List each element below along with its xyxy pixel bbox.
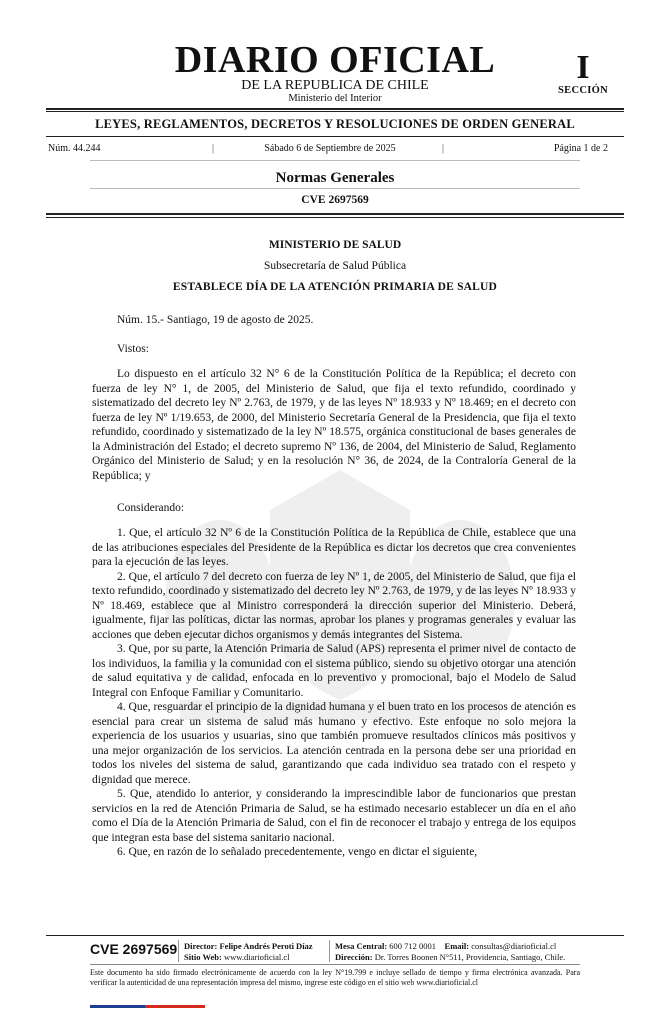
address-text: Dr. Torres Boonen N°511, Providencia, Santiago, Chile.: [374, 952, 566, 962]
document-title: ESTABLECE DÍA DE LA ATENCIÓN PRIMARIA DE SALUD: [172, 281, 498, 293]
director-label: Director:: [184, 941, 218, 951]
footer-contact: [335, 941, 556, 952]
section-number: I: [576, 49, 590, 86]
phone-number: 600 712 0001: [389, 941, 437, 951]
section-heading: Normas Generales: [275, 170, 395, 186]
footer-rule-mid: [90, 964, 580, 965]
phone-label: Mesa Central:: [335, 941, 388, 951]
considerando-item: 6. Que, en razón de lo señalado precedentemente, vengo en dictar el siguiente,: [117, 846, 478, 858]
footer-divider: [178, 940, 179, 962]
vistos-text: Lo dispuesto en el artículo 32 N° 6 de la Constitución Política de la República; el decreto con fuerza de ley N° 1, de 2005, del Ministerio de Salud, que fija el texto refundido, coordinado y sistematizado del decreto ley Nº 2.763, de 1979, y de las leyes Nº 18.933 y Nº 18.469; en el decreto con fuerza de ley Nº 1/19.653, de 2000, del Ministerio Secretaría General de la Presidencia, que fija el texto refundido, coordinado y sistematizado de la ley Nº 18.575, orgánica constitucional de bases generales de la Administración del Estado; el decreto supremo Nº 136, de 2004, del Ministerio de Salud, Reglamento Orgánico del Ministerio de Salud; y en la resolución N° 36, de 2024, de la Contraloría General de la República; y: [92, 368, 576, 482]
cve-code: CVE 2697569: [301, 194, 369, 206]
section-banner: LEYES, REGLAMENTOS, DECRETOS Y RESOLUCIONES DE ORDEN GENERAL: [95, 117, 575, 131]
considerando-item: 1. Que, el artículo 32 Nº 6 de la Constitución Política de la República de Chile, establece que una de las atribuciones especiales del Presidente de la República es dictar los decretos que crea convenientes para la ejecución de las leyes.: [92, 527, 576, 568]
considerando-item: 3. Que, por su parte, la Atención Primaria de Salud (APS) representa el primer nivel de contacto de los individuos, la familia y la comunidad con el sistema público, siendo su objetivo otorgar una atención de salud equitativa y de calidad, enfocada en lo preventivo y promocional, bajo el Modelo de Salud Integral con Enfoque Familiar y Comunitario.: [92, 643, 576, 699]
meta-separator: |: [212, 143, 215, 154]
footer-cve: CVE 2697569: [90, 941, 178, 957]
banner-rule-top: [46, 108, 624, 110]
meta-rule: [90, 160, 580, 161]
website-label: Sitio Web:: [184, 952, 222, 962]
heading-rule: [90, 188, 580, 189]
banner-rule-bottom: [46, 136, 624, 137]
considerando-label: Considerando:: [117, 502, 185, 514]
email-link[interactable]: consultas@diarioficial.cl: [471, 941, 557, 951]
email-label: Email:: [444, 941, 470, 951]
footer-legal-notice: Este documento ha sido firmado electrónicamente de acuerdo con la ley N°19.799 e incluye sellado de tiempo y firma electrónica avanzada. Para verificar la autenticidad de una representación impresa del mismo, ingrese este código en el sitio web www.diarioficial.cl: [90, 968, 580, 987]
footer-director: [184, 941, 313, 952]
document-undersecretariat: Subsecretaría de Salud Pública: [263, 260, 407, 272]
footer-website: [184, 952, 290, 963]
banner-rule-top-thin: [46, 111, 624, 112]
considerando-item: 2. Que, el artículo 7 del decreto con fuerza de ley Nº 1, de 2005, del Ministerio de Salud, que fija el texto refundido, coordinado y sistematizado del decreto ley Nº 2.763, de 1979, y de las leyes Nº 18.933 y Nº 18.469, establece que al Ministro corresponderá la dirección superior del Ministerio. Deberá, igualmente, fijar las políticas, dictar las normas, aprobar los planes y programas generales y evaluar las acciones que deben ejecutar dichos organismos y demás integrantes del Sistema.: [92, 570, 576, 641]
masthead-ministry: Ministerio del Interior: [288, 93, 382, 104]
document-ministry: MINISTERIO DE SALUD: [268, 239, 402, 251]
director-name: Felipe Andrés Peroti Díaz: [219, 941, 313, 951]
footer-rule: [46, 935, 624, 936]
header-rule-bottom: [46, 213, 624, 215]
footer-divider: [329, 940, 330, 962]
footer-address: [335, 952, 565, 963]
address-label: Dirección:: [335, 952, 373, 962]
flag-stripe-red: [145, 1005, 205, 1008]
vistos-paragraph: [92, 367, 576, 483]
section-label: SECCIÓN: [558, 85, 608, 96]
flag-stripe-blue: [90, 1005, 145, 1008]
decree-number-line: Núm. 15.- Santiago, 19 de agosto de 2025.: [117, 314, 314, 326]
website-link[interactable]: www.diarioficial.cl: [224, 952, 290, 962]
considerandos-list: [92, 526, 576, 860]
issue-number: Núm. 44.244: [48, 143, 101, 154]
considerando-item: 5. Que, atendido lo anterior, y considerando la imprescindible labor de funcionarios que prestan servicios en la red de Atención Primaria de Salud, se ha estimado necesario establecer un día en el año como el Día de la Atención Primaria de Salud, con el fin de reconocer el trabajo y entrega de los equipos que integran esta base del sistema sanitario nacional.: [92, 788, 576, 844]
meta-separator: |: [442, 143, 445, 154]
header-rule-bottom-thin: [46, 217, 624, 218]
issue-date: Sábado 6 de Septiembre de 2025: [264, 143, 396, 154]
considerando-item: 4. Que, resguardar el principio de la dignidad humana y el buen trato en los procesos de atención es esencial para crear un sistema de salud más humano y efectivo. Este enfoque no solo mejora la experiencia de los usuarios y usuarias, sino que también promueve resultados clínicos más positivos y una mejor organización de los servicios. La atención centrada en la persona debe ser una prioridad en todos los niveles del sistema de salud, garantizando que cada individuo sea tratado con el respeto y dignidad que merece.: [92, 701, 576, 786]
masthead-subtitle: DE LA REPUBLICA DE CHILE: [241, 78, 429, 93]
vistos-label: Vistos:: [117, 343, 149, 355]
masthead-title: DIARIO OFICIAL: [174, 39, 496, 81]
page-indicator: Página 1 de 2: [553, 143, 608, 154]
